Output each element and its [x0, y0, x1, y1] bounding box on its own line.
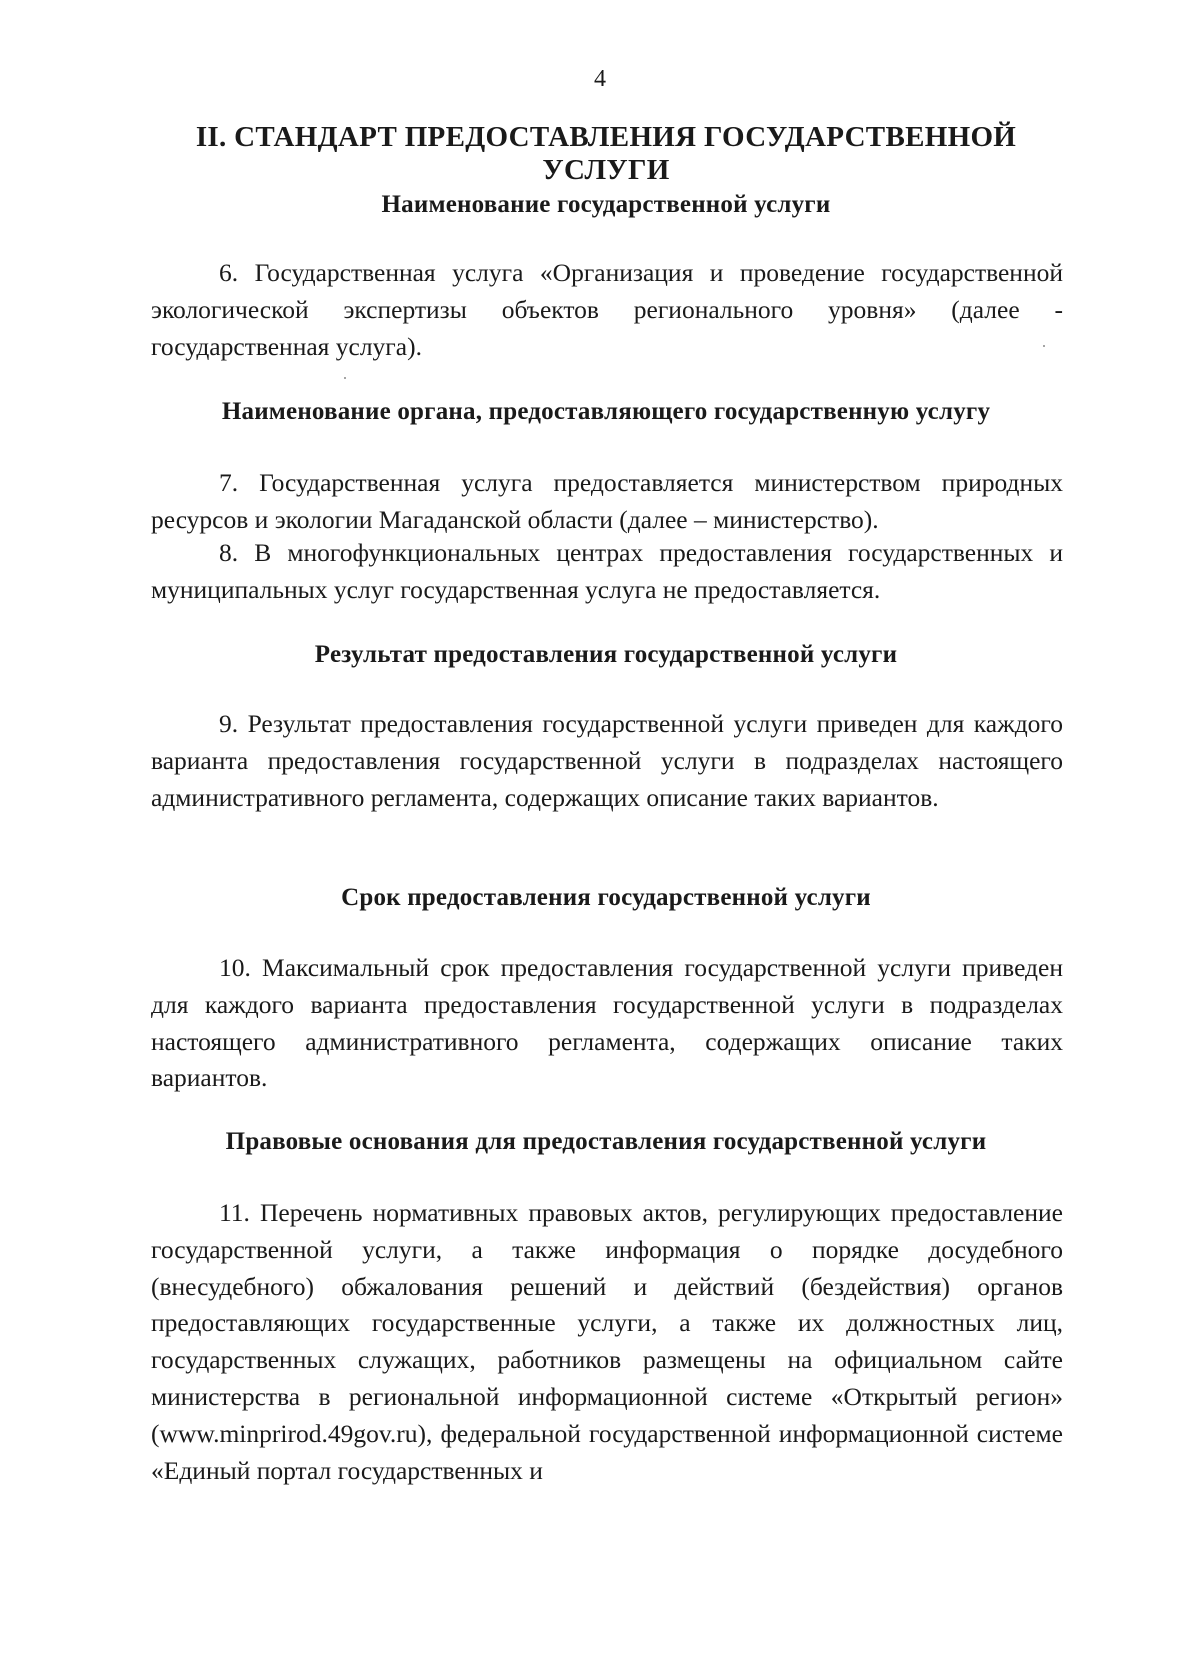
- scan-speck: [1043, 345, 1045, 347]
- heading-service-result: Результат предоставления государственной услуги: [314, 641, 898, 668]
- section-title: II. СТАНДАРТ ПРЕДОСТАВЛЕНИЯ ГОСУДАРСТВЕННОЙ УСЛУГИ: [195, 121, 1017, 186]
- heading-service-name: Наименование государственной услуги: [381, 191, 831, 218]
- paragraph-6: 6. Государственная услуга «Организация и проведение государственной экологической экспертизы объектов регионального уровня» (далее - государственная услуга).: [151, 258, 1063, 361]
- paragraph-11: 11. Перечень нормативных правовых актов, регулирующих предоставление государственной услуги, а также информация о порядке досудебного (внесудебного) обжалования решений и действий (бездействия) органов предоставляющих государственные услуги, а также их должностных лиц, государственных служащих, работников размещены на официальном сайте министерства в региональной информационной системе «Открытый регион» (www.minprirod.49gov.ru), федеральной государственной информационной системе «Единый портал государственных и: [151, 1198, 1063, 1485]
- heading-service-term: Срок предоставления государственной услуги: [341, 884, 871, 911]
- paragraph-8: 8. В многофункциональных центрах предоставления государственных и муниципальных услуг государственная услуга не предоставляется.: [151, 538, 1063, 604]
- heading-legal-basis: Правовые основания для предоставления государственной услуги: [225, 1128, 987, 1155]
- heading-service-provider: Наименование органа, предоставляющего государственную услугу: [221, 398, 991, 425]
- page-number: 4: [594, 66, 606, 92]
- paragraph-7: 7. Государственная услуга предоставляется министерством природных ресурсов и экологии Магаданской области (далее – министерство).: [151, 468, 1063, 534]
- paragraph-10: 10. Максимальный срок предоставления государственной услуги приведен для каждого варианта предоставления государственной услуги в подразделах настоящего административного регламента, содержащих описание таких вариантов.: [151, 953, 1063, 1093]
- scan-speck: [344, 377, 346, 379]
- paragraph-9: 9. Результат предоставления государственной услуги приведен для каждого варианта предоставления государственной услуги в подразделах настоящего административного регламента, содержащих описание таких вариантов.: [151, 709, 1063, 812]
